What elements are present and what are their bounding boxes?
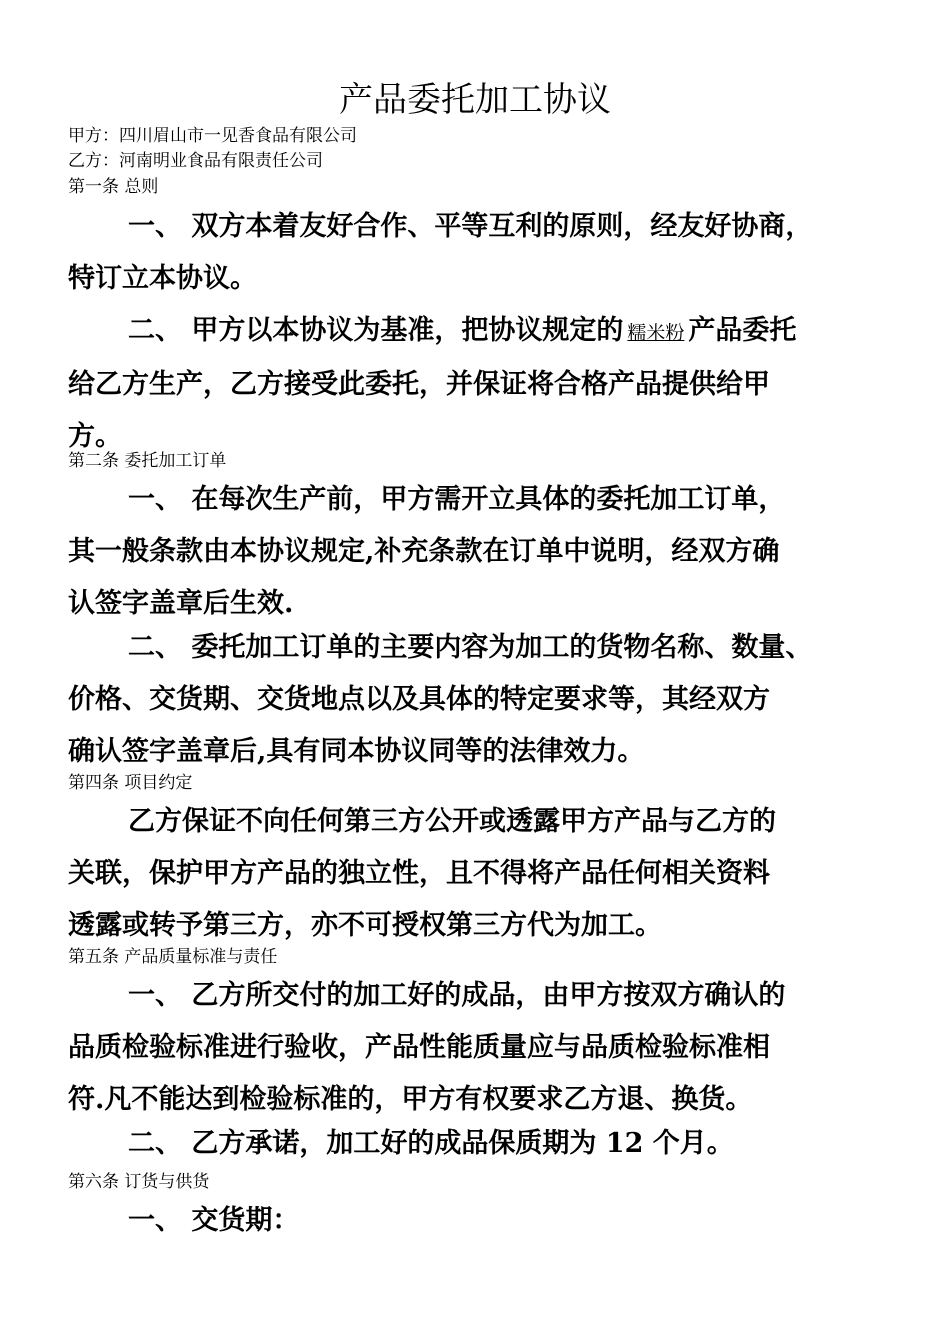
text-line: 一、 在每次生产前，甲方需开立具体的委托加工订单， bbox=[128, 484, 786, 515]
text-line: 确认签字盖章后,具有同本协议同等的法律效力。 bbox=[68, 736, 645, 767]
section-4-heading: 第四条 项目约定 bbox=[68, 773, 193, 793]
section-6-heading: 第六条 订货与供货 bbox=[68, 1172, 210, 1192]
clause-text: 产品委托 bbox=[688, 315, 797, 346]
text-line: 特订立本协议。 bbox=[68, 263, 257, 294]
text-line: 关联，保护甲方产品的独立性，且不得将产品任何相关资料 bbox=[68, 858, 770, 889]
text-line: 符.凡不能达到检验标准的，甲方有权要求乙方退、换货。 bbox=[68, 1084, 753, 1115]
text-line: 价格、交货期、交货地点以及具体的特定要求等，其经双方 bbox=[68, 684, 770, 715]
section-1-heading: 第一条 总则 bbox=[68, 177, 159, 197]
clause-text: 二、 甲方以本协议为基准，把协议规定的 bbox=[128, 315, 624, 346]
text-line: 一、 乙方所交付的加工好的成品，由甲方按双方确认的 bbox=[128, 980, 786, 1011]
text-line: 认签字盖章后生效. bbox=[68, 588, 294, 619]
section-2-clause-2 bbox=[68, 622, 898, 778]
text-line: 二、 委托加工订单的主要内容为加工的货物名称、数量、 bbox=[128, 632, 813, 663]
section-1-clause-1 bbox=[68, 201, 898, 305]
text-line: 透露或转予第三方，亦不可授权第三方代为加工。 bbox=[68, 910, 662, 941]
section-5-heading: 第五条 产品质量标准与责任 bbox=[68, 947, 278, 967]
section-4-clause bbox=[68, 796, 898, 952]
section-2-clause-1 bbox=[68, 474, 898, 630]
document-title: 产品委托加工协议 bbox=[339, 80, 611, 120]
section-6-clause-1 bbox=[68, 1195, 898, 1247]
section-1-clause-2 bbox=[68, 305, 898, 463]
party-a: 甲方：四川眉山市一见香食品有限公司 bbox=[68, 126, 357, 146]
text-line: 一、 交货期： bbox=[128, 1205, 300, 1236]
text-line: 乙方保证不向任何第三方公开或透露甲方产品与乙方的 bbox=[128, 806, 776, 837]
product-name-field: 糯米粉 bbox=[627, 322, 685, 344]
party-b: 乙方：河南明业食品有限责任公司 bbox=[68, 151, 323, 171]
text-line: 给乙方生产，乙方接受此委托，并保证将合格产品提供给甲 bbox=[68, 369, 770, 400]
text-line: 品质检验标准进行验收，产品性能质量应与品质检验标准相 bbox=[68, 1032, 770, 1063]
text-line bbox=[68, 305, 898, 359]
section-5-clause-1 bbox=[68, 970, 898, 1126]
text-line: 一、 双方本着友好合作、平等互利的原则，经友好协商， bbox=[128, 211, 813, 242]
text-line: 二、 乙方承诺，加工好的成品保质期为 12 个月。 bbox=[128, 1128, 734, 1159]
section-5-clause-2 bbox=[68, 1118, 898, 1170]
section-2-heading: 第二条 委托加工订单 bbox=[68, 451, 227, 471]
text-line: 其一般条款由本协议规定,补充条款在订单中说明，经双方确 bbox=[68, 536, 780, 567]
text-line: 方。 bbox=[68, 421, 122, 452]
